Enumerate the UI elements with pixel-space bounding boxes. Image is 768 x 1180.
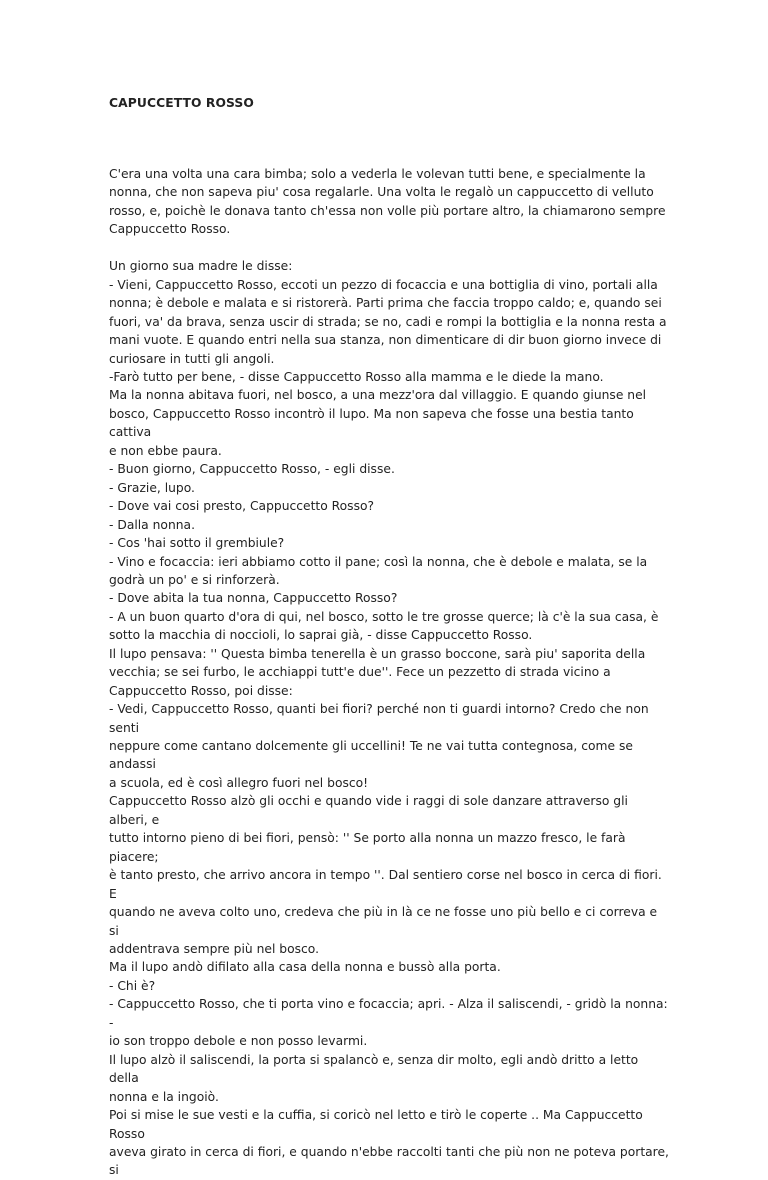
text-line: è tanto presto, che arrivo ancora in tempo ''. Dal sentiero corse nel bosco in cerca di fiori. E (109, 868, 662, 901)
text-line: - Cappuccetto Rosso, che ti porta vino e focaccia; apri. - Alza il saliscendi, - gridò la nonna: - (109, 997, 668, 1030)
text-line: Cappuccetto Rosso, poi disse: (109, 683, 293, 698)
text-line: curiosare in tutti gli angoli. (109, 351, 275, 366)
text-line: nonna; è debole e malata e si ristorerà. Parti prima che faccia troppo caldo; e, quando sei (109, 296, 662, 311)
text-line: Poi si mise le sue vesti e la cuffia, si coricò nel letto e tirò le coperte .. Ma Cappuccetto Rosso (109, 1108, 643, 1141)
text-line: Un giorno sua madre le disse: (109, 259, 293, 274)
text-line: quando ne aveva colto uno, credeva che più in là ce ne fosse uno più bello e ci correva e si (109, 905, 658, 938)
text-line: - Dalla nonna. (109, 517, 195, 532)
text-line: neppure come cantano dolcemente gli uccellini! Te ne vai tutta contegnosa, come se andassi (109, 739, 633, 772)
text-line: aveva girato in cerca di fiori, e quando n'ebbe raccolti tanti che più non ne poteva portare, si (109, 1145, 669, 1178)
text-line: bosco, Cappuccetto Rosso incontrò il lupo. Ma non sapeva che fosse una bestia tanto cattiva (109, 406, 634, 440)
paragraph-gap (109, 239, 669, 257)
text-line: mani vuote. E quando entri nella sua stanza, non dimenticare di dir buon giorno invece di (109, 333, 662, 348)
text-line: fuori, va' da brava, senza uscir di strada; se no, cadi e rompi la bottiglia e la nonna resta a (109, 314, 667, 329)
intro-paragraph (109, 165, 669, 239)
text-line: - Chi è? (109, 978, 156, 993)
text-line: godrà un po' e si rinforzerà. (109, 572, 280, 587)
text-line: e non ebbe paura. (109, 443, 222, 458)
text-line: Cappuccetto Rosso alzò gli occhi e quando vide i raggi di sole danzare attraverso gli alberi, e (109, 794, 628, 827)
text-line: vecchia; se sei furbo, le acchiappi tutt'e due''. Fece un pezzetto di strada vicino a (109, 665, 611, 680)
text-line: - Cos 'hai sotto il grembiule? (109, 536, 285, 551)
text-line: io son troppo debole e non posso levarmi. (109, 1034, 368, 1049)
text-line: Ma la nonna abitava fuori, nel bosco, a una mezz'ora dal villaggio. E quando giunse nel (109, 388, 647, 403)
text-line: - Vino e focaccia: ieri abbiamo cotto il pane; così la nonna, che è debole e malata, se la (109, 554, 648, 569)
document-body (109, 165, 669, 1180)
text-line: Ma il lupo andò difilato alla casa della nonna e bussò alla porta. (109, 960, 501, 975)
text-line: - Vedi, Cappuccetto Rosso, quanti bei fiori? perché non ti guardi intorno? Credo che non senti (109, 702, 649, 735)
text-line: -Farò tutto per bene, - disse Cappuccetto Rosso alla mamma e le diede la mano. (109, 369, 604, 384)
text-line: sotto la macchia di noccioli, lo saprai già, - disse Cappuccetto Rosso. (109, 628, 533, 643)
text-line: Il lupo alzò il saliscendi, la porta si spalancò e, senza dir molto, egli andò dritto a letto della (109, 1052, 639, 1086)
text-line: Il lupo pensava: '' Questa bimba tenerella è un grasso boccone, sarà piu' saporita della (109, 646, 646, 661)
text-line: - Vieni, Cappuccetto Rosso, eccoti un pezzo di focaccia e una bottiglia di vino, portali alla (109, 277, 658, 292)
text-line: - A un buon quarto d'ora di qui, nel bosco, sotto le tre grosse querce; là c'è la sua casa, è (109, 609, 659, 624)
text-line: - Dove abita la tua nonna, Cappuccetto Rosso? (109, 591, 398, 606)
text-line: - Buon giorno, Cappuccetto Rosso, - egli disse. (109, 462, 395, 477)
text-line: tutto intorno pieno di bei fiori, pensò: '' Se porto alla nonna un mazzo fresco, le farà piacere; (109, 831, 626, 864)
text-line: Cappuccetto Rosso. (109, 222, 231, 237)
document-title: CAPUCCETTO ROSSO (109, 96, 254, 110)
text-line: - Dove vai cosi presto, Cappuccetto Rosso? (109, 499, 375, 514)
text-line: rosso, e, poichè le donava tanto ch'essa non volle più portare altro, la chiamarono sempre (109, 203, 666, 218)
text-line: nonna e la ingoiò. (109, 1089, 219, 1104)
text-line: C'era una volta una cara bimba; solo a vederla le volevan tutti bene, e specialmente la (109, 167, 646, 181)
text-line: nonna, che non sapeva piu' cosa regalarle. Una volta le regalò un cappuccetto di velluto (109, 185, 654, 200)
story-text (109, 257, 669, 1180)
text-line: - Grazie, lupo. (109, 480, 195, 495)
text-line: a scuola, ed è così allegro fuori nel bosco! (109, 775, 369, 790)
text-line: addentrava sempre più nel bosco. (109, 942, 319, 957)
